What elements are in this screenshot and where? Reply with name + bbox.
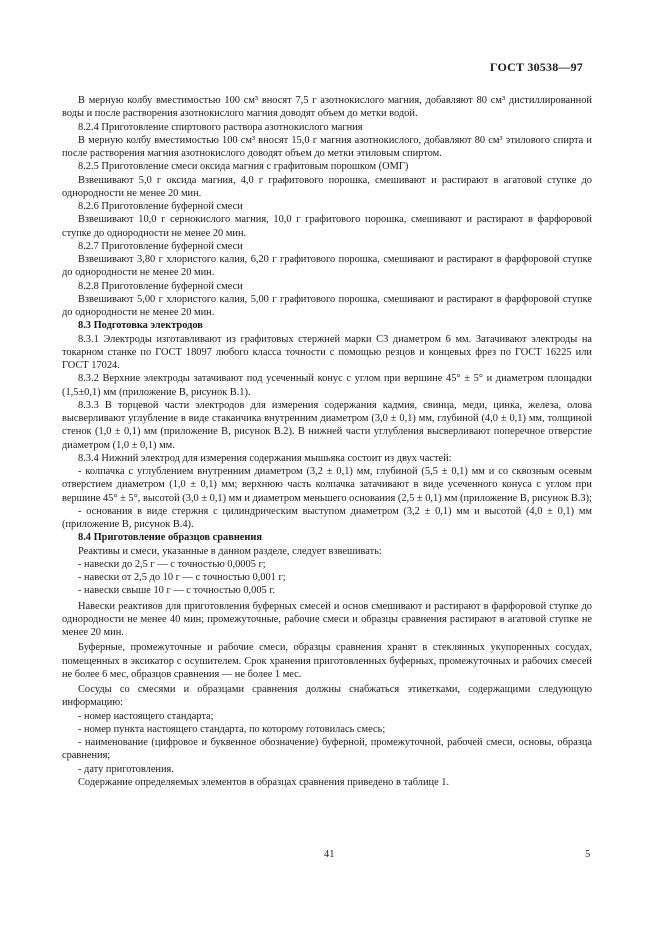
list-item: - колпачка с углублением внутренним диаметром (3,2 ± 0,1) мм, глубиной (5,5 ± 0,1) мм и со сквозным осевым отверстием диаметром (1,0 ± 0,1) мм; верхнюю часть колпачка затачивают в виде усеченного конуса с углом при вершине 45° ± 5°, высотой (3,0 ± 0,1) мм и диаметром меньшего основания (2,5 ± 0,1) мм (приложение В, рисунок В.3); — [62, 466, 592, 504]
document-body — [62, 94, 592, 789]
paragraph: Взвешивают 5,00 г хлористого калия, 5,00 г графитового порошка, смешивают и растирают в фарфоровой ступке до однородности не менее 20 мин. — [62, 293, 592, 318]
section-heading: 8.2.4 Приготовление спиртового раствора азотнокислого магния — [78, 121, 363, 133]
document-header: ГОСТ 30538—97 — [489, 60, 583, 74]
list-item: - навески свыше 10 г — с точностью 0,005 г. — [78, 585, 276, 597]
paragraph: Реактивы и смеси, указанные в данном разделе, следует взвешивать: — [78, 545, 382, 557]
paragraph: 8.3.2 Верхние электроды затачивают под усеченный конус с углом при вершине 45° ± 5° и диаметром площадки (1,5±0,1) мм (приложение В, рисунок В.1). — [62, 373, 592, 398]
list-item: - дату приготовления. — [78, 763, 174, 775]
page-number: 41 — [324, 849, 335, 860]
paragraph: Содержание определяемых элементов в образцах сравнения приведено в таблице 1. — [78, 776, 450, 788]
paragraph: Взвешивают 5,0 г оксида магния, 4,0 г графитового порошка, смешивают и растирают в агатовой ступке до однородности не менее 20 мин. — [62, 174, 592, 199]
paragraph: 8.3.4 Нижний электрод для измерения содержания мышьяка состоит из двух частей: — [78, 452, 452, 464]
list-item: - основания в виде стержня с цилиндрическим выступом диаметром (3,2 ± 0,1) мм и высотой (4,0 ± 0,1) мм (приложение В, рисунок В.4). — [62, 505, 592, 530]
list-item: - навески до 2,5 г — с точностью 0,0005 г; — [78, 558, 266, 570]
paragraph: Взвешивают 10,0 г сернокислого магния, 10,0 г графитового порошка, смешивают и растирают в фарфоровой ступке до однородности не менее 20 мин. — [62, 214, 592, 239]
paragraph: В мерную колбу вместимостью 100 см³ вносят 15,0 г магния азотнокислого, добавляют 80 см³ этилового спирта и после растворения магния азотнокислого доводят объем до метки этиловым спиртом. — [62, 134, 592, 159]
paragraph: Навески реактивов для приготовления буферных смесей и основ смешивают и растирают в фарфоровой ступке до однородности не менее 40 мин; промежуточные, рабочие смеси и образцы сравнения растирают в агатовой ступке не менее 20 мин. — [62, 600, 592, 638]
list-item: - номер настоящего стандарта; — [78, 710, 214, 722]
paragraph: Взвешивают 3,80 г хлористого калия, 6,20 г графитового порошка, смешивают и растирают в фарфоровой ступке до однородности не менее 20 мин. — [62, 254, 592, 279]
section-heading: 8.2.6 Приготовление буферной смеси — [78, 201, 243, 212]
list-item: - наименование (цифровое и буквенное обозначение) буферной, промежуточной, рабочей смеси, основы, образца сравнения; — [62, 737, 592, 762]
section-heading: 8.2.8 Приготовление буферной смеси — [78, 280, 243, 292]
list-item: - навески от 2,5 до 10 г — с точностью 0,001 г; — [78, 572, 286, 583]
list-item: - номер пункта настоящего стандарта, по которому готовилась смесь; — [78, 723, 386, 735]
section-heading: 8.2.7 Приготовление буферной смеси — [78, 240, 243, 252]
paragraph: Буферные, промежуточные и рабочие смеси, образцы сравнения хранят в стеклянных укупоренных сосудах, помещенных в эксикатор с осушителем. Срок хранения приготовленных буферных, промежуточных и рабочих смесей не более 6 мес, образцов сравнения — не более 1 мес. — [62, 642, 592, 680]
section-heading-bold: 8.3 Подготовка электродов — [78, 320, 203, 332]
paragraph: 8.3.1 Электроды изготавливают из графитовых стержней марки С3 диаметром 6 мм. Затачивают электроды на токарном станке по ГОСТ 18097 любого класса точности с помощью резцов и концевых фрез по ГОСТ 16225 или ГОСТ 17024. — [62, 333, 592, 371]
section-heading: 8.2.5 Приготовление смеси оксида магния с графитовым порошком (ОМГ) — [78, 161, 409, 173]
paragraph: Сосуды со смесями и образцами сравнения должны снабжаться этикетками, содержащими следующую информацию: — [62, 684, 592, 709]
paragraph: В мерную колбу вместимостью 100 см³ вносят 7,5 г азотнокислого магния, добавляют 80 см³ дистиллированной воды и после растворения азотнокислого магния доводят объем до метки водой. — [62, 95, 592, 120]
paragraph: 8.3.3 В торцевой части электродов для измерения содержания кадмия, свинца, меди, цинка, железа, олова высверливают углубление в виде стаканчика внутренним диаметром (3,0 ± 0,1) мм, глубиной (4,0 ± 0,1) мм, толщиной стенок (1,0 ± 0,1) мм (приложение В, рисунок В.2). В нижней части углубления высверливают поперечное отверстие диаметром (1,0 ± 0,1) мм. — [62, 399, 592, 451]
section-heading-bold: 8.4 Приготовление образцов сравнения — [78, 532, 263, 544]
sheet-number: 5 — [585, 849, 591, 860]
